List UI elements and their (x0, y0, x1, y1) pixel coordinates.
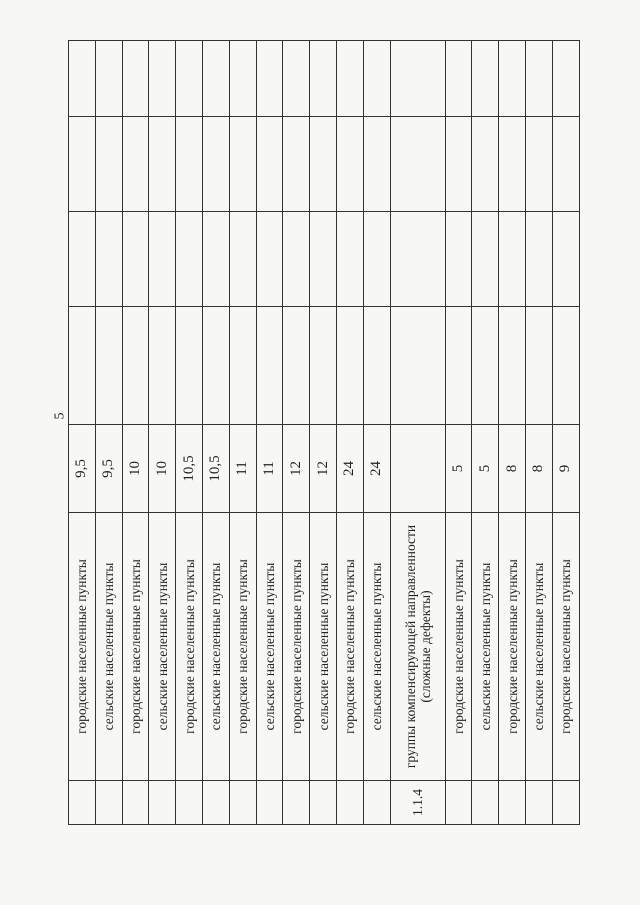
empty-cell (525, 212, 552, 307)
row-name-cell: городские населенные пункты (283, 513, 310, 781)
empty-cell (202, 307, 229, 425)
table-row (202, 41, 229, 825)
row-number-cell (69, 781, 96, 825)
empty-cell (149, 117, 176, 212)
table-row (552, 41, 579, 825)
row-number-cell (363, 781, 390, 825)
table-row (229, 41, 256, 825)
row-name-cell: сельские населенные пункты (310, 513, 337, 781)
table-row (445, 41, 472, 825)
empty-cell (445, 212, 472, 307)
empty-cell (69, 307, 96, 425)
row-number-cell (445, 781, 472, 825)
row-name-cell: городские населенные пункты (122, 513, 149, 781)
row-number-cell (283, 781, 310, 825)
table-row (336, 41, 363, 825)
empty-cell (336, 41, 363, 117)
empty-cell (499, 212, 526, 307)
row-name-cell: сельские населенные пункты (149, 513, 176, 781)
row-number-cell (310, 781, 337, 825)
row-number-cell (256, 781, 283, 825)
row-value-cell: 8 (499, 425, 526, 513)
row-value-cell: 8 (525, 425, 552, 513)
empty-cell (310, 117, 337, 212)
data-table (68, 40, 580, 825)
empty-cell (363, 41, 390, 117)
row-value-cell: 10 (122, 425, 149, 513)
empty-cell (336, 117, 363, 212)
row-name-cell: городские населенные пункты (69, 513, 96, 781)
table-row (95, 41, 122, 825)
empty-cell (229, 307, 256, 425)
row-value-cell: 11 (229, 425, 256, 513)
empty-cell (283, 307, 310, 425)
empty-cell (95, 41, 122, 117)
empty-cell (149, 212, 176, 307)
row-number-cell: 1.1.4 (390, 781, 445, 825)
table-row (525, 41, 552, 825)
table-row (310, 41, 337, 825)
row-number-cell (229, 781, 256, 825)
table-row (363, 41, 390, 825)
row-value-cell: 10,5 (176, 425, 203, 513)
empty-cell (176, 212, 203, 307)
table-row (390, 41, 445, 825)
empty-cell (283, 117, 310, 212)
empty-cell (552, 307, 579, 425)
row-number-cell (149, 781, 176, 825)
empty-cell (256, 117, 283, 212)
table-row (69, 41, 96, 825)
empty-cell (390, 307, 445, 425)
empty-cell (69, 117, 96, 212)
row-value-cell: 9,5 (95, 425, 122, 513)
row-number-cell (472, 781, 499, 825)
empty-cell (552, 212, 579, 307)
row-name-cell: городские населенные пункты (499, 513, 526, 781)
table-row (149, 41, 176, 825)
empty-cell (525, 307, 552, 425)
empty-cell (525, 41, 552, 117)
empty-cell (202, 212, 229, 307)
empty-cell (122, 41, 149, 117)
table-row (256, 41, 283, 825)
empty-cell (363, 117, 390, 212)
row-number-cell (202, 781, 229, 825)
empty-cell (525, 117, 552, 212)
empty-cell (499, 41, 526, 117)
empty-cell (499, 117, 526, 212)
empty-cell (499, 307, 526, 425)
empty-cell (472, 117, 499, 212)
row-name-cell: сельские населенные пункты (95, 513, 122, 781)
empty-cell (445, 117, 472, 212)
row-number-cell (499, 781, 526, 825)
row-name-cell: сельские населенные пункты (202, 513, 229, 781)
row-name-cell: сельские населенные пункты (525, 513, 552, 781)
table-row (176, 41, 203, 825)
row-value-cell: 5 (472, 425, 499, 513)
empty-cell (445, 41, 472, 117)
page-number: 5 (52, 412, 68, 420)
row-value-cell: 24 (336, 425, 363, 513)
empty-cell (283, 212, 310, 307)
row-value-cell: 9 (552, 425, 579, 513)
empty-cell (336, 307, 363, 425)
empty-cell (390, 117, 445, 212)
empty-cell (69, 212, 96, 307)
empty-cell (176, 117, 203, 212)
row-value-cell: 10,5 (202, 425, 229, 513)
empty-cell (95, 307, 122, 425)
row-value-cell: 24 (363, 425, 390, 513)
empty-cell (256, 212, 283, 307)
empty-cell (256, 41, 283, 117)
empty-cell (363, 212, 390, 307)
empty-cell (69, 41, 96, 117)
rotated-table-container (68, 41, 577, 825)
table-row (472, 41, 499, 825)
table-row (283, 41, 310, 825)
empty-cell (445, 307, 472, 425)
row-value-cell: 9,5 (69, 425, 96, 513)
empty-cell (283, 41, 310, 117)
empty-cell (229, 117, 256, 212)
empty-cell (229, 212, 256, 307)
empty-cell (122, 307, 149, 425)
empty-cell (390, 41, 445, 117)
row-number-cell (525, 781, 552, 825)
empty-cell (390, 212, 445, 307)
row-number-cell (122, 781, 149, 825)
row-name-cell: сельские населенные пункты (472, 513, 499, 781)
empty-cell (229, 41, 256, 117)
row-value-cell: 12 (283, 425, 310, 513)
empty-cell (310, 41, 337, 117)
row-name-cell: сельские населенные пункты (256, 513, 283, 781)
row-name-cell: группы компенсирующей направленности (сложные дефекты) (390, 513, 445, 781)
empty-cell (472, 307, 499, 425)
empty-cell (202, 41, 229, 117)
empty-cell (95, 117, 122, 212)
row-number-cell (95, 781, 122, 825)
row-value-cell: 12 (310, 425, 337, 513)
empty-cell (336, 212, 363, 307)
row-value-cell (390, 425, 445, 513)
empty-cell (472, 41, 499, 117)
empty-cell (202, 117, 229, 212)
empty-cell (552, 117, 579, 212)
empty-cell (472, 212, 499, 307)
row-number-cell (552, 781, 579, 825)
table-row (122, 41, 149, 825)
empty-cell (256, 307, 283, 425)
empty-cell (149, 41, 176, 117)
empty-cell (552, 41, 579, 117)
empty-cell (122, 117, 149, 212)
row-name-cell: городские населенные пункты (445, 513, 472, 781)
row-name-cell: городские населенные пункты (176, 513, 203, 781)
row-name-cell: сельские населенные пункты (363, 513, 390, 781)
row-number-cell (176, 781, 203, 825)
row-number-cell (336, 781, 363, 825)
row-value-cell: 11 (256, 425, 283, 513)
empty-cell (176, 307, 203, 425)
row-value-cell: 5 (445, 425, 472, 513)
row-name-cell: городские населенные пункты (229, 513, 256, 781)
empty-cell (310, 307, 337, 425)
empty-cell (149, 307, 176, 425)
empty-cell (122, 212, 149, 307)
row-name-cell: городские населенные пункты (552, 513, 579, 781)
empty-cell (363, 307, 390, 425)
empty-cell (310, 212, 337, 307)
empty-cell (176, 41, 203, 117)
row-value-cell: 10 (149, 425, 176, 513)
empty-cell (95, 212, 122, 307)
table-row (499, 41, 526, 825)
row-name-cell: городские населенные пункты (336, 513, 363, 781)
